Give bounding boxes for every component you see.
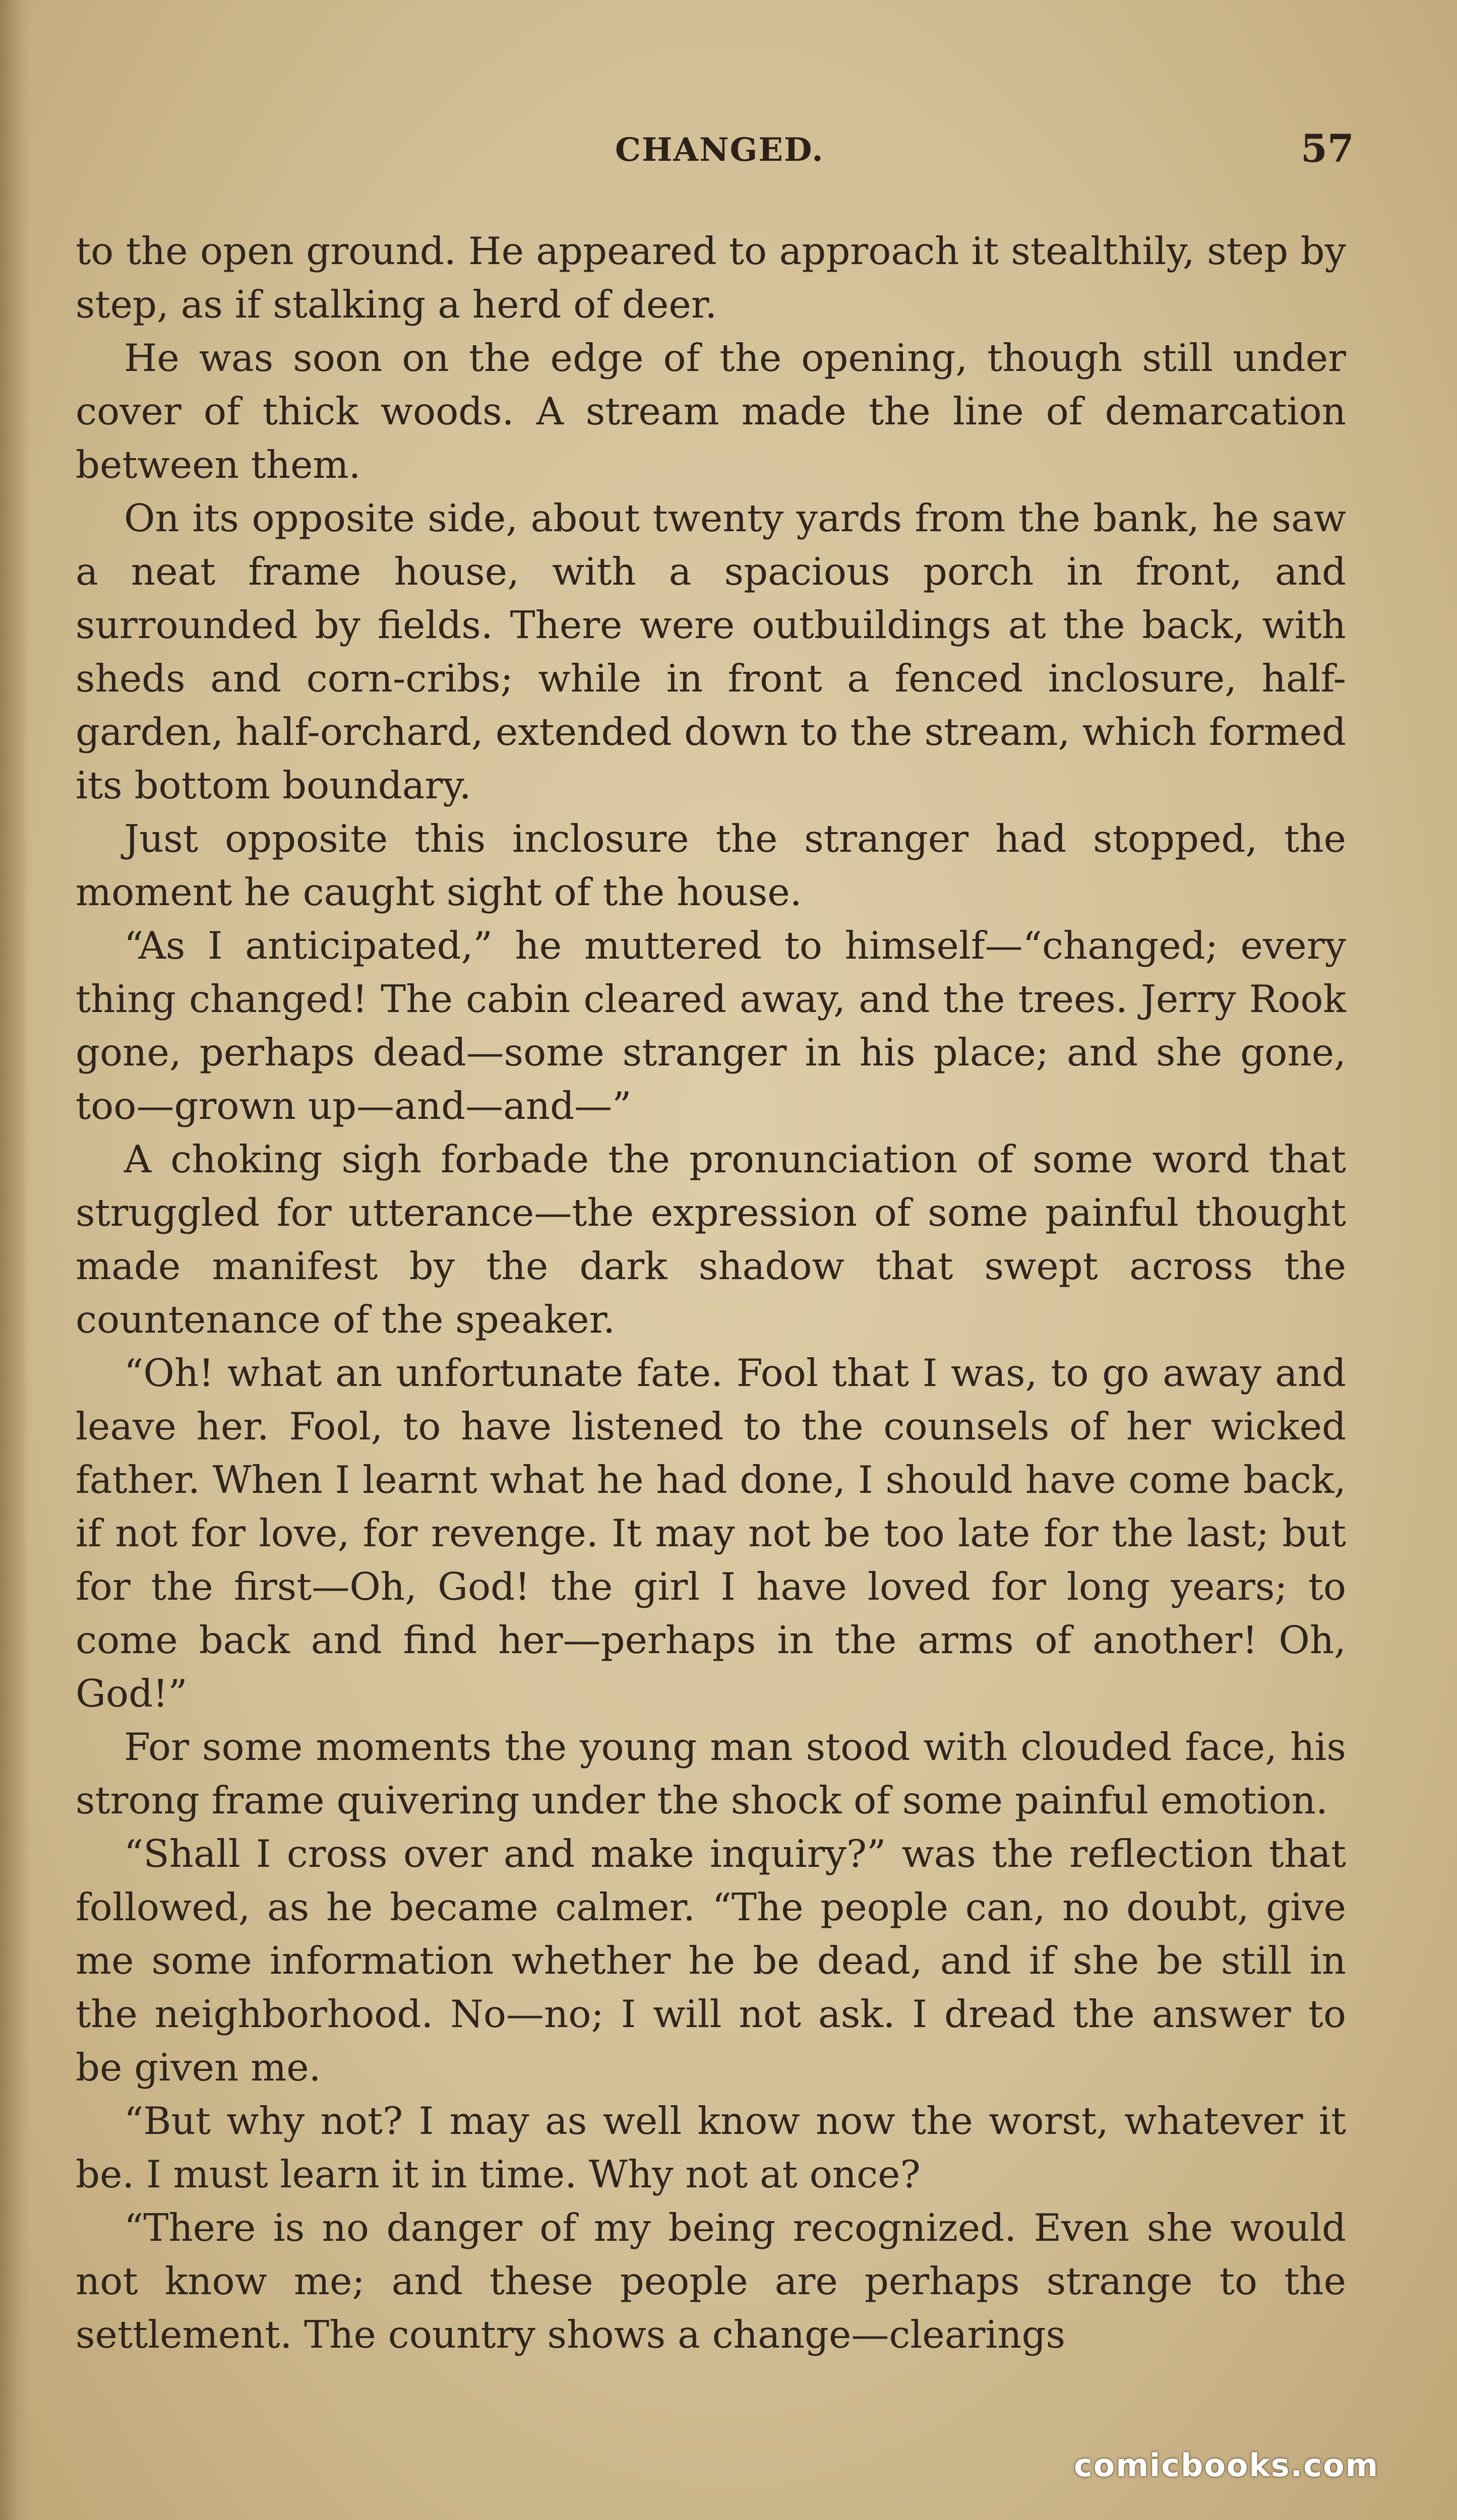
paragraph: “Oh! what an unfortunate fate. Fool that I was, to go away and leave her. Fool, to have listened to the counsels of her wicked father. When I learnt what he had done, I should have come back, if not for love, for revenge. It may not be too late for the last; but for the first—Oh, God! the girl I have loved for long years; to come back and find her—perhaps in the arms of another! Oh, God!” bbox=[76, 1351, 1346, 1716]
page-number: 57 bbox=[1301, 126, 1354, 171]
paragraph: On its opposite side, about twenty yards from the bank, he saw a neat frame house, with a spacious porch in front, and surrounded by fields. There were outbuildings at the back, with sheds and corn-cribs; while in front a fenced inclosure, half-garden, half-orchard, extended down to the stream, which formed its bottom boundary. bbox=[76, 496, 1346, 807]
paragraph: to the open ground. He appeared to approach it stealthily, step by step, as if stalking a herd of deer. bbox=[76, 229, 1346, 327]
watermark: comicbooks.com bbox=[1074, 2447, 1379, 2484]
paragraph: He was soon on the edge of the opening, though still under cover of thick woods. A stream made the line of demarcation between them. bbox=[76, 336, 1346, 487]
body-text bbox=[76, 224, 1346, 2361]
paragraph: “But why not? I may as well know now the worst, whatever it be. I must learn it in time. Why not at once? bbox=[76, 2099, 1346, 2196]
paragraph: “There is no danger of my being recognized. Even she would not know me; and these people are perhaps strange to the settlement. The country shows a change—clearings bbox=[76, 2206, 1346, 2357]
running-title: CHANGED. bbox=[615, 131, 824, 169]
paragraph: “Shall I cross over and make inquiry?” was the reflection that followed, as he became calmer. “The people can, no doubt, give me some information whether he be dead, and if she be still in the neighborhood. No—no; I will not ask. I dread the answer to be given me. bbox=[76, 1832, 1346, 2090]
page-header bbox=[0, 121, 1457, 181]
paragraph: For some moments the young man stood with clouded face, his strong frame quivering under the shock of some painful emotion. bbox=[76, 1725, 1346, 1822]
paragraph: “As I anticipated,” he muttered to himself—“changed; every thing changed! The cabin cleared away, and the trees. Jerry Rook gone, perhaps dead—some stranger in his place; and she gone, too—grown up—and—and—” bbox=[76, 923, 1346, 1128]
page-gutter-shadow bbox=[0, 0, 30, 2520]
paragraph: Just opposite this inclosure the stranger had stopped, the moment he caught sight of the house. bbox=[76, 816, 1346, 914]
paragraph: A choking sigh forbade the pronunciation of some word that struggled for utterance—the expression of some painful thought made manifest by the dark shadow that swept across the countenance of the speaker. bbox=[76, 1137, 1346, 1342]
